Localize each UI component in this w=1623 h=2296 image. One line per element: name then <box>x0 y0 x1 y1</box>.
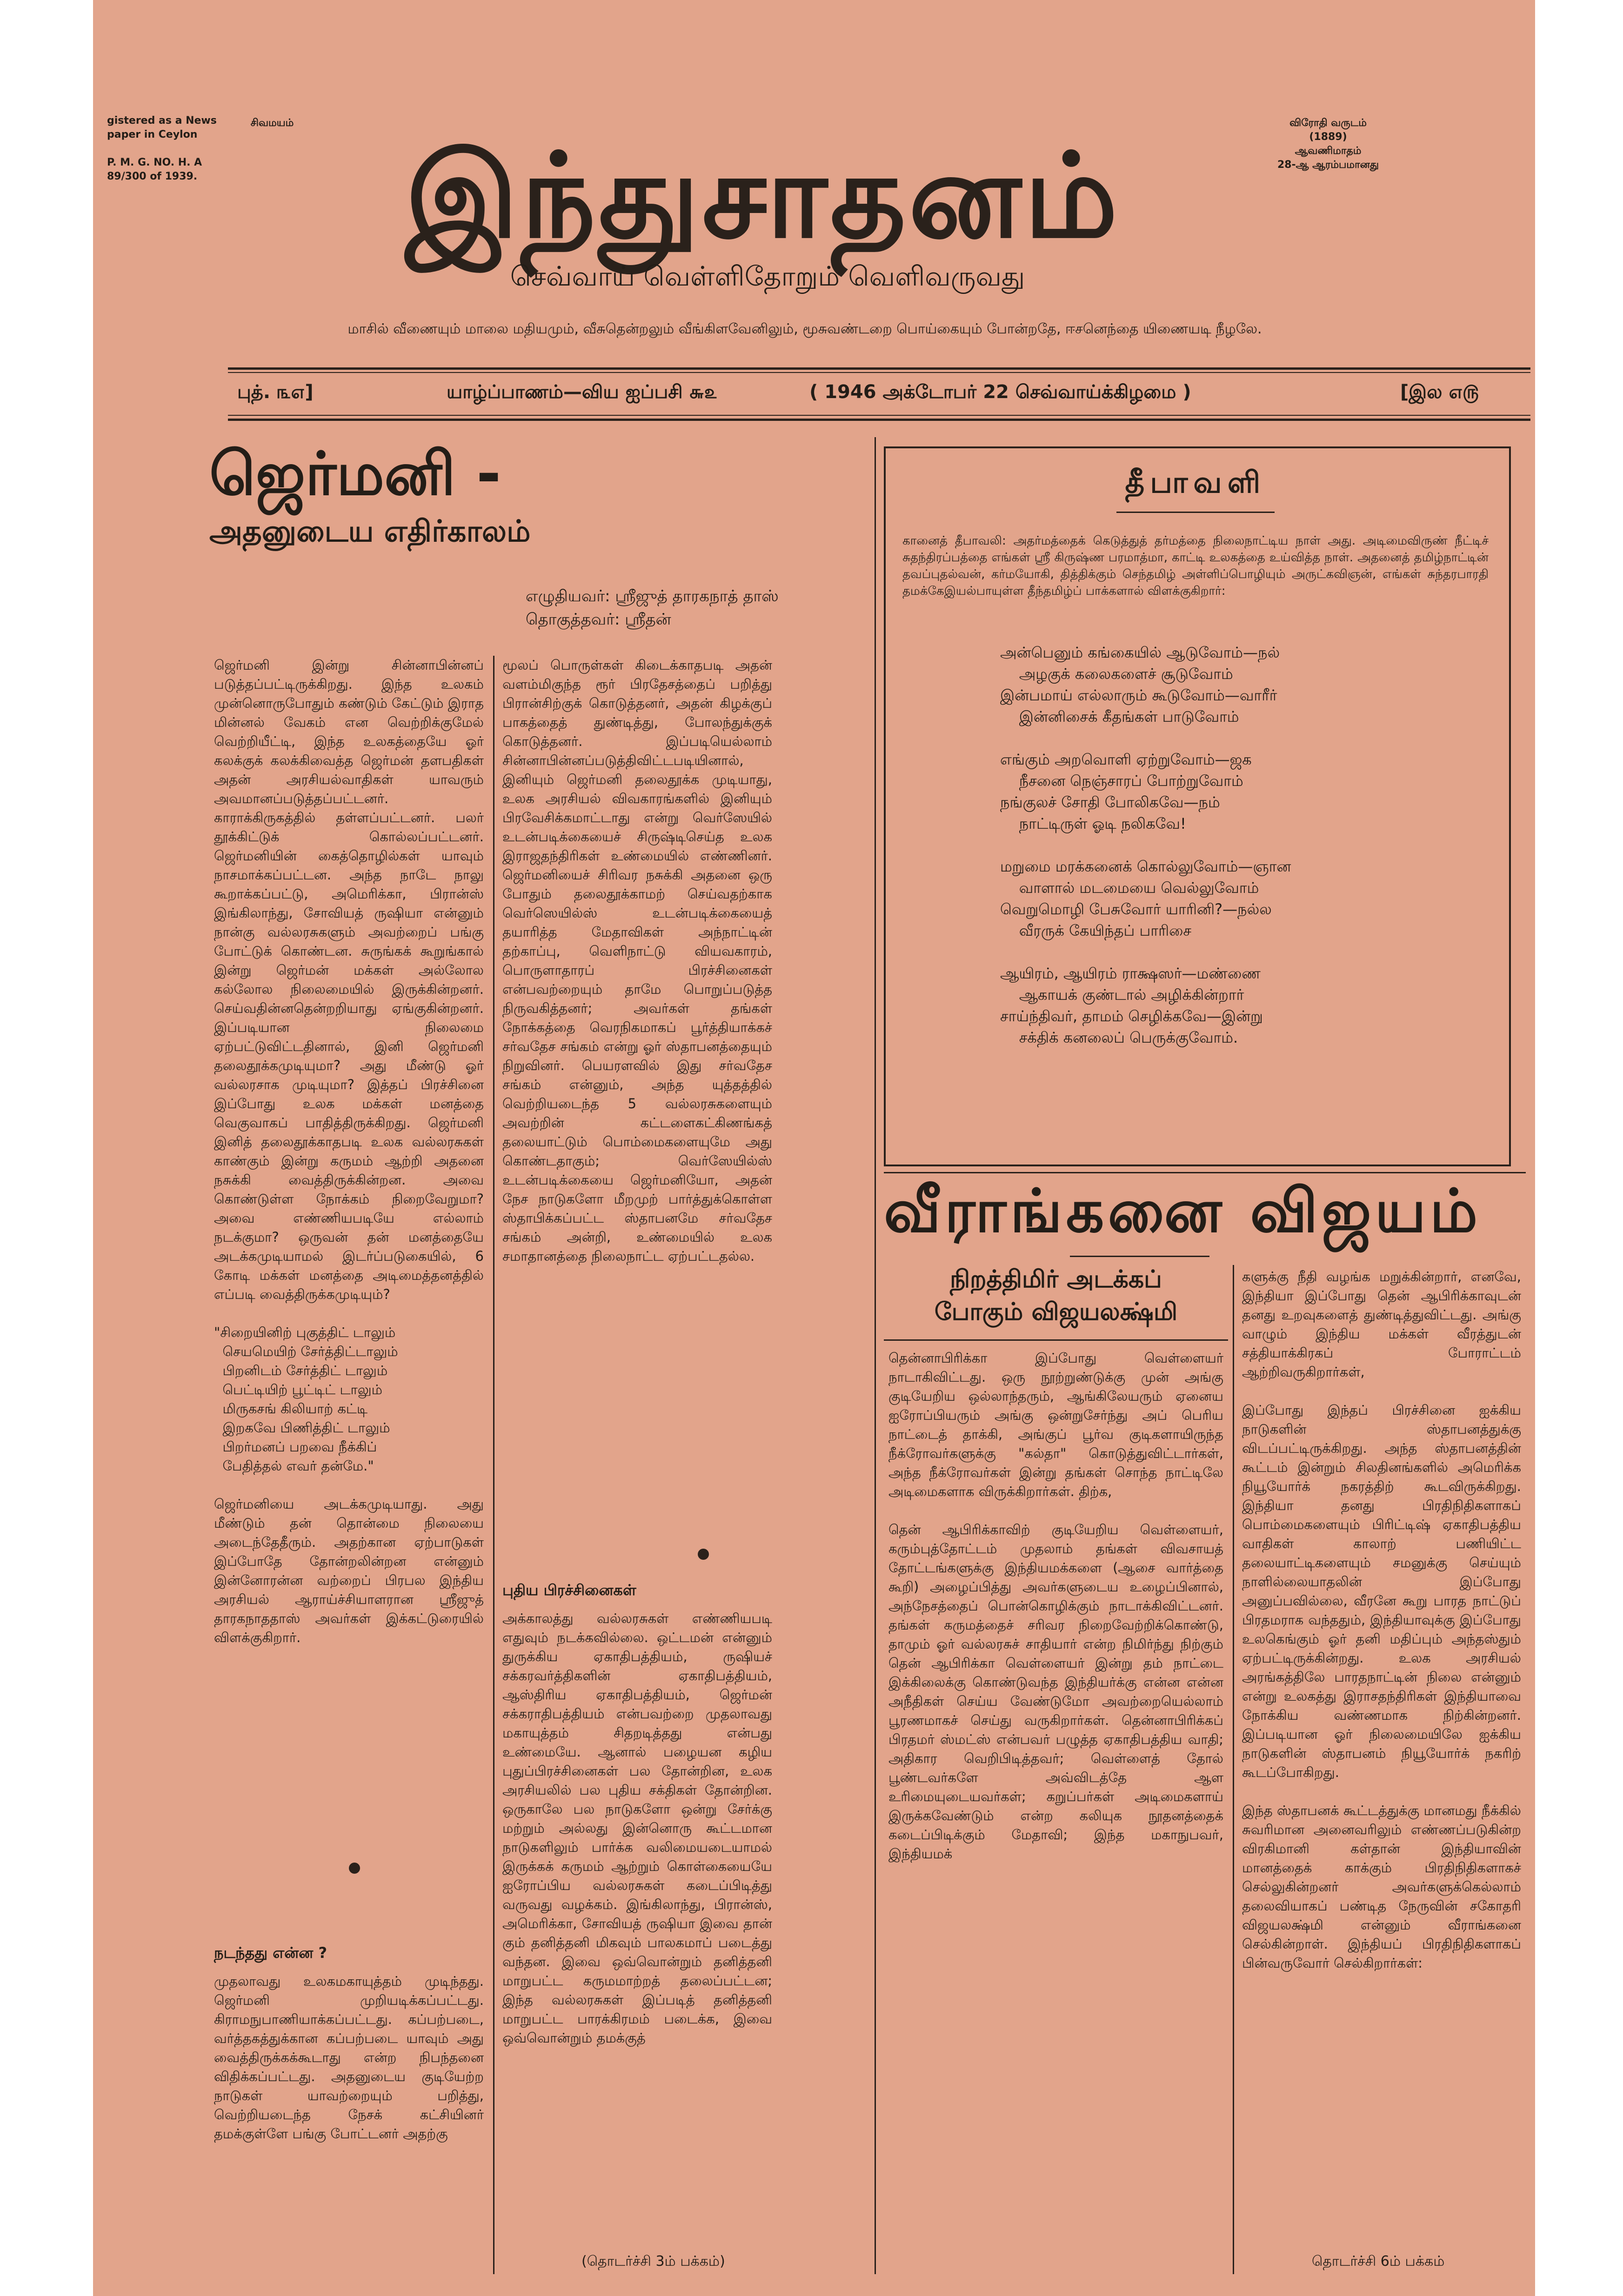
article2-subtitle-line1: நிறத்திமிர் அடக்கப் <box>950 1265 1162 1293</box>
article1-column2: மூலப் பொருள்கள் கிடைக்காதபடி அதன் வளம்மிகுந்த ரூர் பிரதேசத்தைப் பறித்து பிரான்சிற்குக் கொடுத்தனர், அதன் கிழக்குப் பாகத்தைத் துண்டித்து, போலந்துக்குக் கொடுத்தனர். இப்படியெல்லாம் சின்னாபின்னப்படுத்திவிட்டபடியினால், இனியும் ஜெர்மனி தலைதூக்க முடியாது, உலக அரசியல் விவகாரங்களில் இனியும் பிரவேசிக்கமாட்டாது என்று வெர்ஸேயில் உடன்படிக்கையைச் சிருஷ்டிசெய்த உலக இராஜதந்திரிகள் உண்மையில் எண்ணினர். ஜெர்மனியைச் சிரிவர நசுக்கி அதனை ஒரு போதும் தலைதூக்காமற் செய்வதற்காக வெர்ஸெயில்ஸ் உடன்படிக்கையைத் தயாரித்த மேதாவிகள் அந்நாட்டின் தற்காப்பு, வெளிநாட்டு வியவகாரம், பொருளாதாரப் பிரச்சினைகள் என்பவற்றையும் தாமே பொறுப்படுத்த நிருவகித்தனர்; அவர்கள் தங்கள் நோக்கத்தை வெரநிகமாகப் பூர்த்தியாக்கச் சர்வதேச சங்கம் என்று ஓர் ஸ்தாபனத்தையும் நிறுவினர். பெயரளவில் இது சர்வதேச சங்கம் என்னும், அந்த யுத்தத்தில் வெற்றியடைந்த 5 வல்லரசுகளையும் அவற்றின் கட்டளைகட்கிணங்கத் தலையாட்டும் பொம்மைகளையுமே அது கொண்டதாகும்; வெர்ஸேயில்ஸ் உடன்படிக்கையை ஜெர்மனியோ, அதன் நேச நாடுகளோ மீறமுற் பார்த்துக்கொள்ள ஸ்தாபிக்கப்பட்ட ஸ்தாபனமே சர்வதேச சங்கம் அன்றி, உண்மையில் உலக சமாதானத்தை நிலைநாட்ட ஏற்பட்டதல்ல. <box>502 657 777 1264</box>
article1-translator: தொகுத்தவர்: ஸ்ரீதன் <box>526 610 671 629</box>
separator-dot-2 <box>698 1549 709 1560</box>
column-rule-1 <box>493 656 494 2274</box>
column-rule-2 <box>875 437 876 2274</box>
article2-title: வீராங்கனை விஜயம் <box>884 1177 1482 1246</box>
deepavali-poem: அன்பெனும் கங்கையில் ஆடுவோம்—நல் அழகுக் கலைகளைச் சூடுவோம் இன்பமாய் எல்லாரும் கூடுவோம்—வாரீர் இன்னிசைக் கீதங்கள் பாடுவோம் எங்கும் அறவொளி ஏற்றுவோம்—ஜக நீசனை நெஞ்சாரப் போற்றுவோம் நங்குலச் சோதி போலிகவே—நம் நாட்டிருள் ஓடி நலிகவே! மறுமை மரக்கனைக் கொல்லுவோம்—ஞான வாளால் மடமையை வெல்லுவோம் வெறுமொழி பேசுவோர் யாரினி?—நல்ல வீரருக் கேயிந்தப் பாரிசை ஆயிரம், ஆயிரம் ராக்ஷஸர்—மண்ணை ஆகாயக் குண்டால் அழிக்கின்றார் சாய்ந்திவர், தாமம் செழிக்கவே—இன்று சக்திக் கனலைப் பெருக்குவோம். <box>1000 644 1291 1046</box>
dateline-date: ( 1946 அக்டோபர் 22 செவ்வாய்க்கிழமை ) <box>809 381 1191 403</box>
newspaper-page <box>93 0 1535 2296</box>
year-info: விரோதி வருடம் (1889) ஆவணிமாதம் 28-ஆ ஆரம்பமானது <box>1277 117 1379 171</box>
article2-column2: களுக்கு நீதி வழங்க மறுக்கின்றார், எனவே, இந்தியா இப்போது தென் ஆபிரிக்காவுடன் தனது உறவுகளைத் துண்டித்துவிட்டது. அங்கு வாழும் இந்திய மக்கள் வீரத்துடன் சத்தியாக்கிரகப் போராட்டம் ஆற்றிவருகிறார்கள், இப்போது இந்தப் பிரச்சினை ஐக்கிய நாடுகளின் ஸ்தாபனத்துக்கு விடப்பட்டிருக்கிறது. அந்த ஸ்தாபனத்தின் கூட்டம் இன்றும் சிலதினங்களில் அமெரிக்க நியூயோர்க் நகரத்திற் கூடவிருக்கிறது. இந்தியா தனது பிரதிநிதிகளாகப் பொம்மைகளையும் பிரிட்டிஷ் ஏகாதிபத்திய வாதிகள் காலாற் பணியிட்ட தலையாட்டிகளையும் சமனுக்கு செய்யும் நாளில்லையாதலின் இப்போது அனுப்பவில்லை, வீரனே கூறு பாரத நாட்டுப் பிரதமராக வந்ததும், இந்தியாவுக்கு இப்போது உலகெங்கும் ஓர் தனி மதிப்பும் அந்தஸ்தும் ஏற்பட்டிருக்கின்றது. உலக அரசியல் அரங்கத்திலே பாரதநாட்டின் நிலை என்னும் என்று உலகத்து இராசதந்திரிகள் இந்தியாவை நோக்கிய வண்ணமாக நிற்கின்றனர். இப்படியான ஓர் நிலைமையிலே ஐக்கிய நாடுகளின் ஸ்தாபனம் நியூயோர்க் நகரிற் கூடப்போகிறது. இந்த ஸ்தாபனக் கூட்டத்துக்கு மானமது நீக்கில் சுவரிமான அனைவரிலும் எண்ணப்படுகின்ற விரகிமானி கள்தான் இந்தியாவின் மானத்தைக் காக்கும் பிரதிநிதிகளாகச் செல்லுகின்றனர் அவர்களுக்கெல்லாம் தலைவியாகப் பண்டித நேருவின் சகோதரி விஜயலக்ஷ்மி என்னும் வீராங்கனை செல்கின்றாள். இந்தியப் பிரதிநிதிகளாகப் பின்வருவோர் செல்கிறார்கள்: <box>1242 1269 1521 1971</box>
deepavali-title-rule <box>1116 512 1275 513</box>
separator-dot <box>349 1863 360 1874</box>
article2-subtitle-rule <box>884 1339 1228 1341</box>
column-rule-3 <box>1233 1265 1234 2274</box>
article2-subtitle-line2: போகும் விஜயலக்ஷ்மி <box>934 1298 1178 1326</box>
article1-column2b: அக்காலத்து வல்லரசுகள் எண்ணியபடி எதுவும் நடக்கவில்லை. ஒட்டமன் என்னும் துருக்கிய ஏகாதிபத்தியம், ருஷியச் சக்கரவர்த்திகளின் ஏகாதிபத்தியம், ஆஸ்திரிய ஏகாதிபத்தியம், ஜெர்மன் சக்கராதிபத்தியம் என்பவற்றை முதலாவது மகாயுத்தம் சிதறடித்தது என்பது உண்மையே. ஆனால் பழையன கழிய புதுப்பிரச்சினைகள் பல தோன்றின, உலக அரசியலில் பல புதிய சக்திகள் தோன்றின. ஒருகாலே பல நாடுகளோ ஒன்று சேர்க்கு மற்றும் அல்லது இன்னொரு கூட்டமான நாடுகளிலும் பார்க்க வலிமையடையாமல் இருக்கக் கருமம் ஆற்றும் கொள்கையையே ஐரோப்பிய வல்லரசுகள் கடைப்பிடித்து வருவது வழக்கம். இங்கிலாந்து, பிரான்ஸ், அமெரிக்கா, சோவியத் ருஷியா இவை தான் கும் தனித்தனி மிகவும் பாலகமாப் படைத்து வந்தன. இவை ஒவ்வொன்றும் தனித்தனி மாறுபட்ட கருமமாற்றத் தலைப்பட்டன; இந்த வல்லரசுகள் இப்படித் தனித்தனி மாறுபட்ட பாரக்கிரமம் படைக்க, இவை ஒவ்வொன்றும் தமக்குத் <box>502 1611 777 2046</box>
volume-number: புத். ௩௭] <box>237 381 314 403</box>
article1-author: எழுதியவர்: ஸ்ரீஜுத் தாரகநாத் தாஸ் <box>526 587 779 606</box>
rule-top-thin <box>228 372 1530 373</box>
article1-title-line2: அதனுடைய எதிர்காலம் <box>209 514 531 549</box>
issue-number: [இல ௭௫ <box>1400 381 1479 403</box>
article1-subhead2: புதிய பிரச்சினைகள் <box>502 1581 636 1599</box>
registration-note: gistered as a News paper in Ceylon P. M. G. NO. H. A 89/300 of 1939. <box>107 115 217 182</box>
article2-continuation: தொடர்ச்சி 6ம் பக்கம் <box>1312 2253 1445 2269</box>
article1-column1: ஜெர்மனி இன்று சின்னாபின்னப் படுத்தப்பட்டிருக்கிறது. இந்த உலகம் முன்னொருபோதும் கண்டும் கேட்டும் இராத மின்னல் வேகம் என வெற்றிக்குமேல் வெற்றியீட்டி, இந்த உலகத்தையே ஓர் கலக்குக் கலக்கிவைத்த ஜெர்மன் தளபதிகள் அதன் அரசியல்வாதிகள் யாவரும் அவமானப்படுத்தப்பட்டனர். காராக்கிருகத்தில் தள்ளப்பட்டனர். பலர் தூக்கிட்டுக் கொல்லப்பட்டனர். ஜெர்மனியின் கைத்தொழில்கள் யாவும் நாசமாக்கப்பட்டன. அந்த நாடே நாலு கூறாக்கப்பட்டு, அமெரிக்கா, பிரான்ஸ் இங்கிலாந்து, சோவியத் ருஷியா என்னும் நான்கு வல்லரசுகளும் அவற்றைப் பங்கு போட்டுக் கொண்டன. சுருங்கக் கூறுங்கால் இன்று ஜெர்மன் மக்கள் அல்லோல கல்லோல நிலைமையில் இருக்கின்றனர். செய்வதின்னதென்றறியாது ஏங்குகின்றனர். இப்படியான நிலைமை ஏற்பட்டுவிட்டதினால், இனி ஜெர்மனி தலைதூக்கமுடியுமா? அது மீண்டு ஓர் வல்லரசாக முடியுமா? இத்தப் பிரச்சினை இப்போது உலக மக்கள் மனத்தை வெகுவாகப் பாதித்திருக்கிறது. ஜெர்மனி இனித் தலைதூக்காதபடி உலக வல்லரசுகள் காண்கும் இன்று கருமம் ஆற்றி அதனை நசுக்கி வைத்திருக்கின்றன. அவை கொண்டுள்ள நோக்கம் நிறைவேறுமா? அவை எண்ணியபடியே எல்லாம் நடக்குமா? ஒருவன் தன் மனத்தையே அடக்கமுடியாமல் இடர்ப்படுகையில், 6 கோடி மக்கள் மனத்தை அடிமைத்தனத்தில் எப்படி வைத்திருக்கமுடியும்? "சிறையினிற் புகுத்திட் டாலும் செயமெயிற் சேர்த்திட்டாலும் பிறனிடம் சேர்த்திட் டாலும் பெட்டியிற் பூட்டிட் டாலும் மிருகசங் கிலியாற் கட்டி இறகவே பிணித்திட் டாலும் பிறர்மனப் பறவை நீக்கிப் பேதித்தல் எவர் தன்மே." ஜெர்மனியை அடக்கமுடியாது. அது மீண்டும் தன் தொன்மை நிலையை அடைந்தேதீரும். அதற்கான ஏற்பாடுகள் இப்போதே தோன்றலின்றன என்னும் இன்னோரன்ன வற்றைப் பிரபல இந்திய அரசியல் ஆராய்ச்சியாளரான ஸ்ரீஜுத் தாரகநாததாஸ் அவர்கள் இக்கட்டுரையில் விளக்குகிறார். <box>214 657 484 1645</box>
dateline-place: யாழ்ப்பாணம்—விய ஐப்பசி ௬௨ <box>447 381 718 403</box>
article1-title-line1: ஜெர்மனி - <box>209 439 501 509</box>
article1-continuation: (தொடர்ச்சி 3ம் பக்கம்) <box>581 2253 725 2269</box>
masthead-subtitle: செவ்வாய் வெள்ளிதோறும் வெளிவருவது <box>510 260 1025 292</box>
article2-title-rule <box>1070 1256 1209 1257</box>
article1-subhead1: நடந்தது என்ன ? <box>214 1944 327 1962</box>
masthead-title: இந்துசாதனம் <box>405 127 1121 264</box>
article2-column1: தென்னாபிரிக்கா இப்போது வெள்ளையர் நாடாகிவிட்டது. ஒரு நூற்றுண்டுக்கு முன் அங்கு குடியேறிய ஒல்லாந்தரும், ஆங்கிலேயரும் ஏனைய ஐரோப்பியரும் அங்கு ஒன்றுசேர்ந்து அப் பெரிய நாட்டைத் தாக்கி, அங்குப் பூர்வ குடிகளாயிருந்த நீக்ரோவர்களுக்கு "கல்தா" கொடுத்துவிட்டார்கள், அந்த நீக்ரோவர்கள் இன்று தங்கள் சொந்த நாட்டிலே அடிமைகளாக விருக்கிறார்கள். திற்க, தென் ஆபிரிக்காவிற் குடியேறிய வெள்ளையர், கரும்புத்தோட்டம் முதலாம் தங்கள் விவசாயத் தோட்டங்களுக்கு இந்தியமக்களை (ஆசை வார்த்தை கூறி) அழைப்பித்து அவர்களுடைய உழைப்பினால், அந்நேசத்தைப் பொன்கொழிக்கும் நாடாக்கிவிட்டனர். தங்கள் கருமத்தைச் சரிவர நிறைவேற்றிக்கொண்டு, தாமும் ஓர் வல்லரசுச் சாதியார் என்ற நிமிர்ந்து நிற்கும் தென் ஆபிரிக்கா வெள்ளையர் இன்று தம் நாட்டை இக்கிலைக்கு கொண்டுவந்த இந்தியர்க்கு என்ன என்ன அநீதிகள் செய்ய வேண்டுமோ அவற்றையெல்லாம் பூரணமாகச் செய்து வருகிறார்கள். தென்னாபிரிக்கப் பிரதமர் ஸ்மட்ஸ் என்பவர் பழுத்த ஏகாதிபத்திய வாதி; அதிகார வெறிபிடித்தவர்; வெள்ளைத் தோல் பூண்டவர்களே அவ்விடத்தே ஆள உரிமையுடையவர்கள்; கறுப்பர்கள் அடிமைகளாய் இருக்கவேண்டும் என்ற கலியுக நூதனத்தைக் கடைப்பிடிக்கும் மேதாவி; இந்த மகாநுபவர், இந்தியமக் <box>888 1350 1223 1862</box>
rule-top <box>228 367 1530 370</box>
top-label: சிவமயம் <box>250 117 294 129</box>
rule-mid <box>884 1172 1526 1173</box>
deepavali-title: தீபாவளி <box>1125 466 1266 500</box>
rule-bottom-thin <box>228 415 1530 416</box>
masthead-motto: மாசில் வீணையும் மாலை மதியமும், வீசுதென்றலும் வீங்கிளவேனிலும், மூசுவண்டறை பொய்கையும் போன்றதே, ஈசனெந்தை யிணையடி நீழலே. <box>347 321 1262 337</box>
deepavali-intro: கானைத் தீபாவலி: அதர்மத்தைக் கெடுத்துத் தர்மத்தை நிலைநாட்டிய நாள் அது. அடிமைவிருண் நீட்டிச் சுதந்திரப்பத்தை எங்கள் ஸ்ரீ கிருஷ்ண பரமாத்மா, காட்டி உலகத்தை உய்வித்த நாள். அதனைத் தமிழ்நாட்டின் தவப்புதல்வன், கர்மயோகி, தித்திக்கும் செந்தமிழ் அள்ளிப்பொழியும் அருட்கவிஞன், எங்கள் சுந்தரபாரதி தமக்கேஇயல்பாயுள்ள தீந்தமிழ்ப் பாக்களால் விளக்குகிறார்: <box>902 534 1493 598</box>
article1-column1b: முதலாவது உலகமகாயுத்தம் முடிந்தது. ஜெர்மனி முறியடிக்கப்பட்டது. கிராமநுபாணியாக்கப்பட்டது. கப்பற்படை, வர்த்தகத்துக்கான கப்பற்படை யாவும் அது வைத்திருக்கக்கூடாது என்ற நிபந்தனை விதிக்கப்பட்டது. அதனுடைய குடியேற்ற நாடுகள் யாவற்றையும் பறித்து, வெற்றியடைந்த நேசக் கட்சியினர் தமக்குள்ளே பங்கு போட்டனர் அதற்கு <box>214 1973 488 2142</box>
rule-bottom <box>228 419 1530 421</box>
